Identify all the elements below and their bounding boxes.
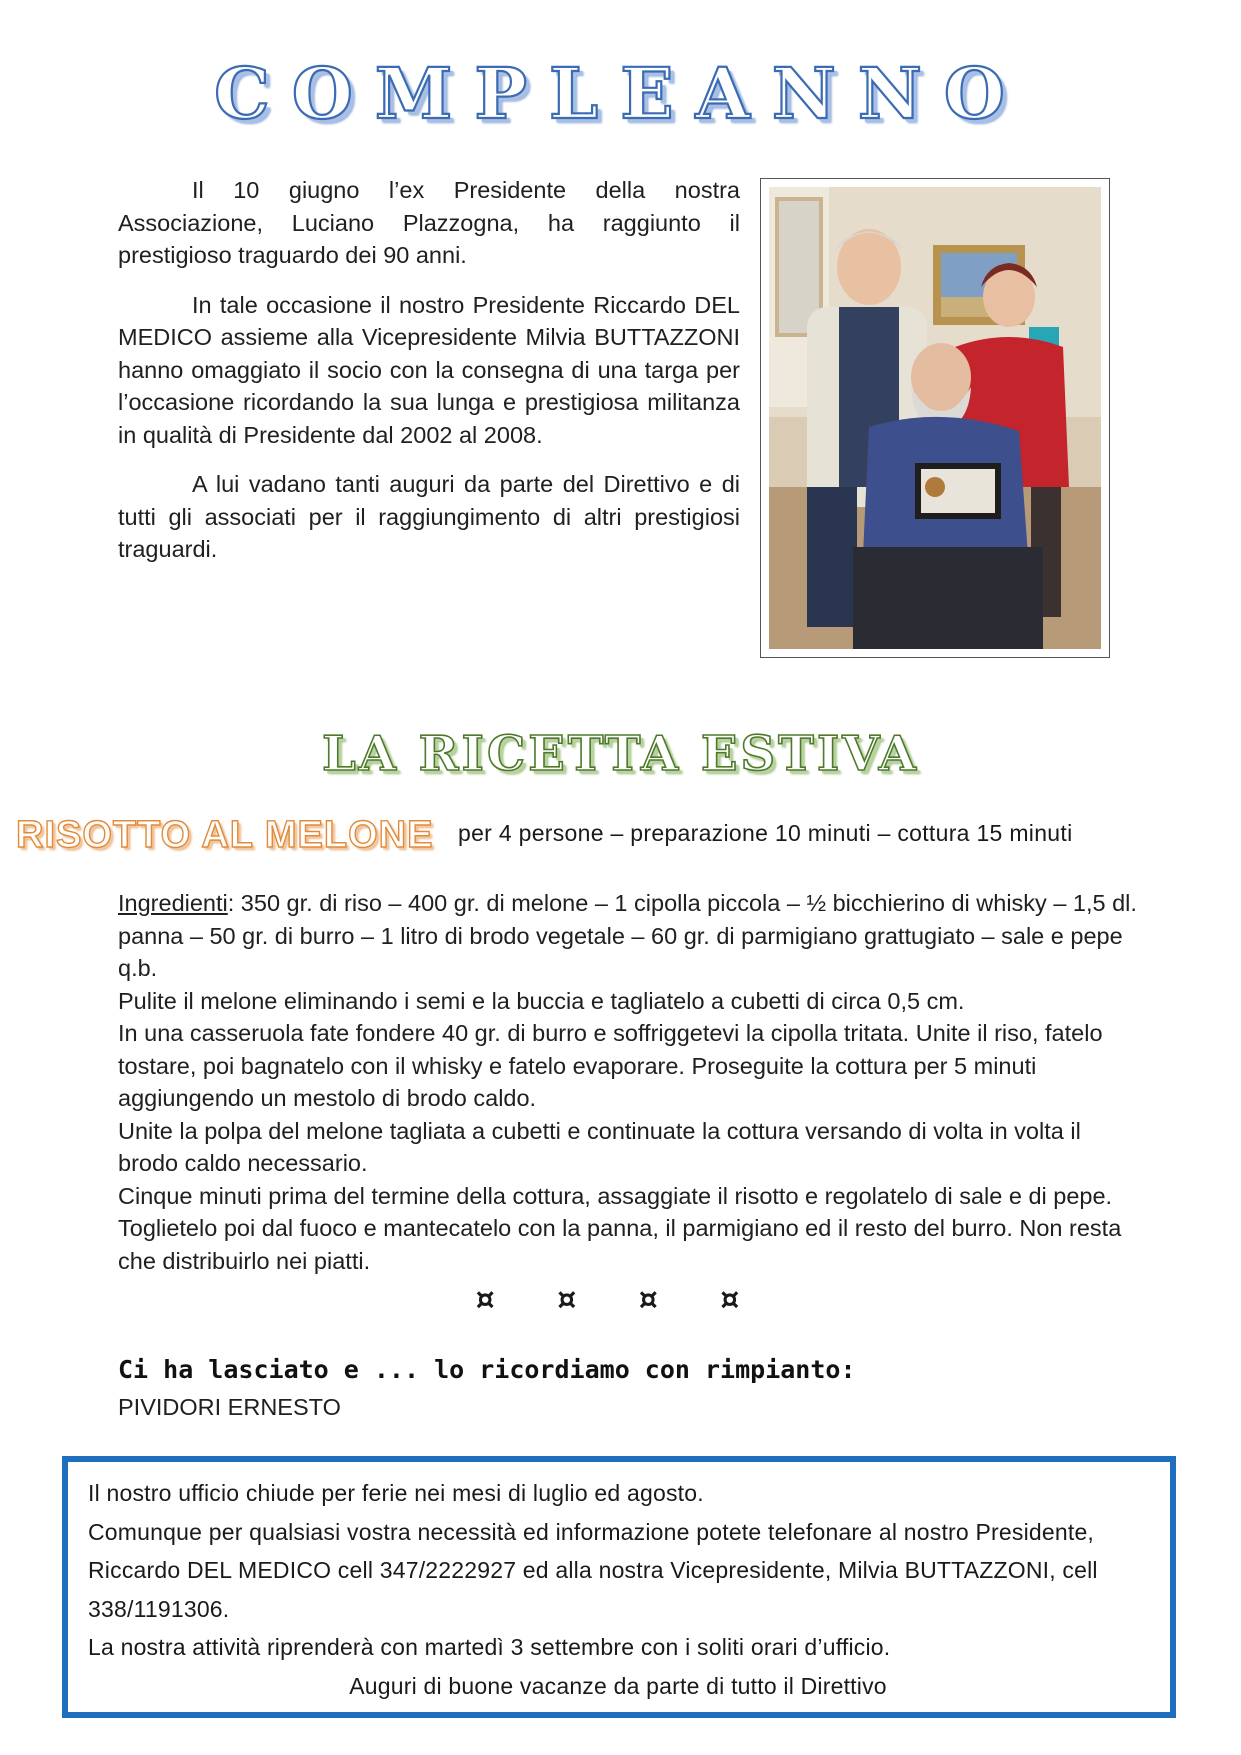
- page-title: COMPLEANNO: [214, 52, 1027, 135]
- photo-illustration: [769, 187, 1101, 649]
- recipe-step: In una casseruola fate fondere 40 gr. di burro e soffriggetevi la cipolla tritata. Unite il riso, fatelo tostare, poi bagnatelo con il whisky e fatelo evaporare. Proseguite la cottura per 5 minuti aggiungendo un mestolo di brodo caldo.: [118, 1020, 1103, 1111]
- celebration-photo: [760, 178, 1110, 658]
- ingredients-text: : 350 gr. di riso – 400 gr. di melone – 1 cipolla piccola – ½ bicchierino di whisky – 1,5 dl. panna – 50 gr. di burro – 1 litro di brodo vegetale – 60 gr. di parmigiano grattugiato – sale e pepe q.b.: [118, 890, 1137, 981]
- office-notice-text: [88, 1474, 1148, 1705]
- notice-line: Comunque per qualsiasi vostra necessità ed informazione potete telefonare al nostro Presidente, Riccardo DEL MEDICO cell 347/2222927 ed alla nostra Vicepresidente, Milvia BUTTAZZONI, cell 338/1191306.: [88, 1518, 1098, 1622]
- notice-closing: Auguri di buone vacanze da parte di tutto il Direttivo: [349, 1672, 887, 1699]
- dish-info: per 4 persone – preparazione 10 minuti – cottura 15 minuti: [458, 820, 1073, 846]
- recipe-step: Pulite il melone eliminando i semi e la buccia e tagliatelo a cubetti di circa 0,5 cm.: [118, 987, 965, 1014]
- recipe-step: Cinque minuti prima del termine della cottura, assaggiate il risotto e regolatelo di sale e di pepe. Toglietelo poi dal fuoco e mantecatelo con la panna, il parmigiano ed il resto del burro. Non resta che distribuirlo nei piatti.: [118, 1182, 1122, 1274]
- memorial-name: PIVIDORI ERNESTO: [118, 1394, 341, 1420]
- article-paragraph: Il 10 giugno l’ex Presidente della nostra Associazione, Luciano Plazzogna, ha raggiunto il prestigioso traguardo dei 90 anni.: [118, 177, 740, 268]
- memorial-heading: Ci ha lasciato e ... lo ricordiamo con rimpianto:: [118, 1355, 856, 1384]
- section-separator: ¤ ¤ ¤ ¤: [475, 1282, 766, 1317]
- article-paragraph: In tale occasione il nostro Presidente Riccardo DEL MEDICO assieme alla Vicepresidente Milvia BUTTAZZONI hanno omaggiato il socio con la consegna di una targa per l’occasione ricordando la sua lunga e prestigiosa militanza in qualità di Presidente dal 2002 al 2008.: [118, 291, 740, 448]
- notice-line: La nostra attività riprenderà con martedì 3 settembre con i soliti orari d’ufficio.: [88, 1634, 891, 1660]
- ingredients-label: Ingredienti: [118, 890, 228, 916]
- recipe-section-title: LA RICETTA ESTIVA: [321, 726, 920, 782]
- ingredients-paragraph: [118, 887, 1138, 985]
- birthday-article: [118, 174, 740, 583]
- recipe-step: Unite la polpa del melone tagliata a cubetti e continuate la cottura versando di volta in volta il brodo caldo necessario.: [118, 1117, 1081, 1176]
- recipe-body: [118, 887, 1138, 1277]
- dish-name: RISOTTO AL MELONE: [16, 814, 434, 856]
- notice-line: Il nostro ufficio chiude per ferie nei mesi di luglio ed agosto.: [88, 1480, 704, 1506]
- office-notice-box: [62, 1456, 1176, 1718]
- article-paragraph: A lui vadano tanti auguri da parte del Direttivo e di tutti gli associati per il raggiungimento di altri prestigiosi traguardi.: [118, 471, 740, 562]
